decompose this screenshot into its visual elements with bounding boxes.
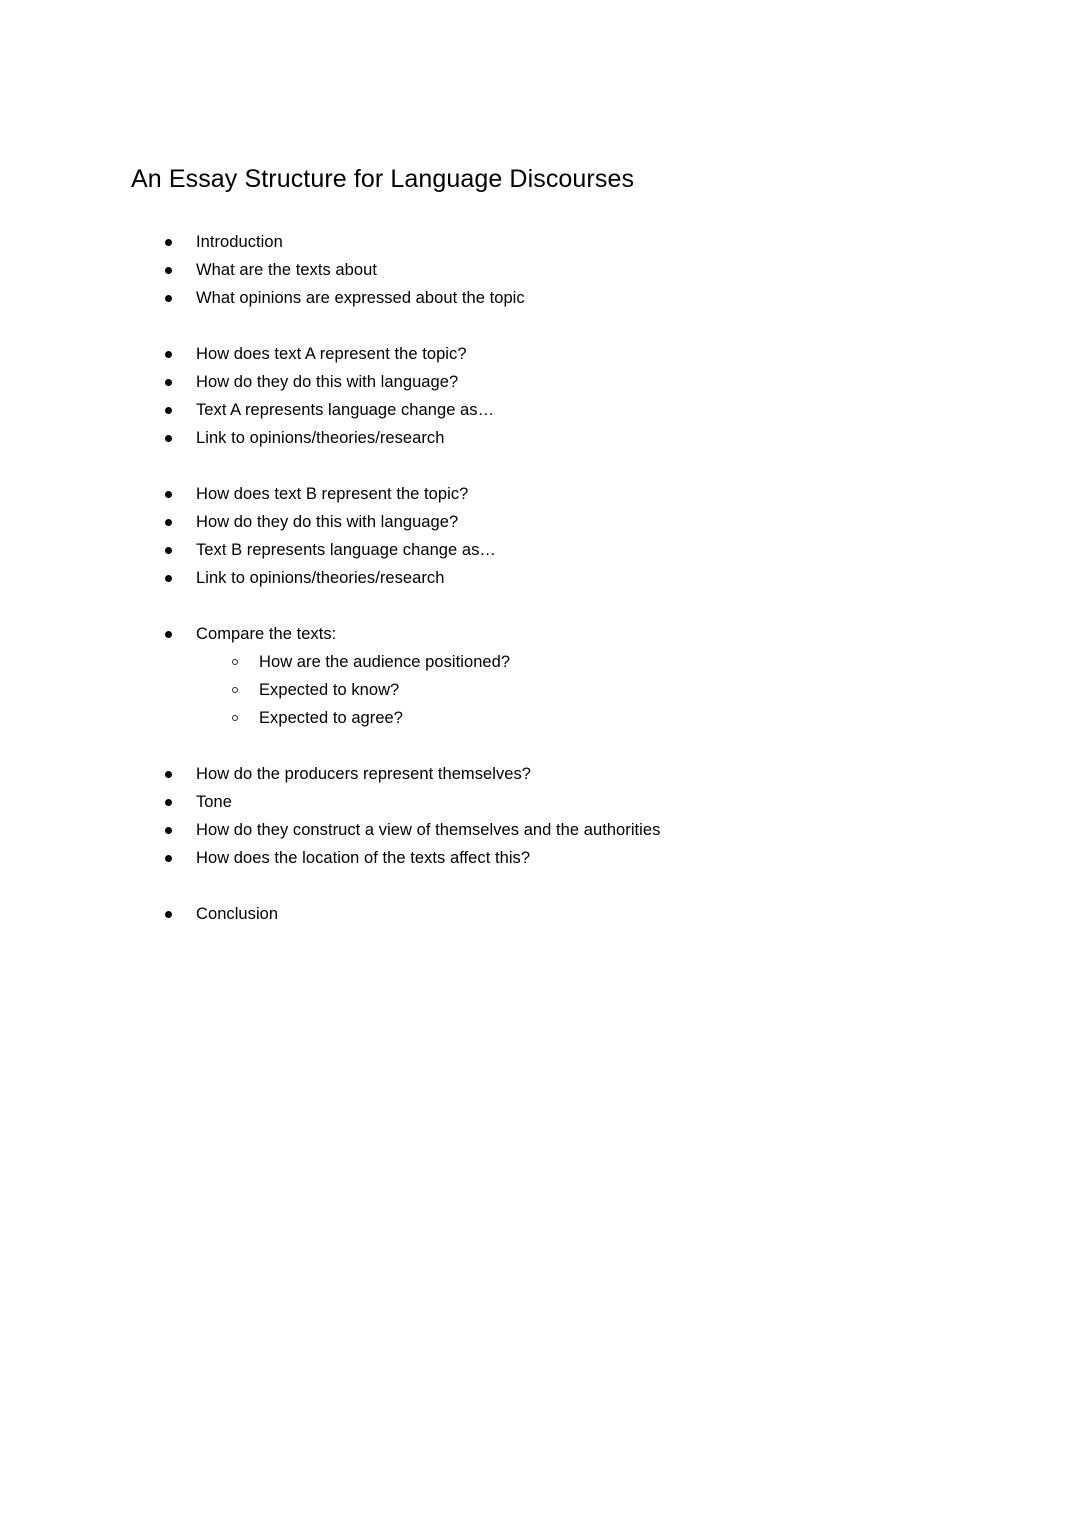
list-item-label: Text A represents language change as…: [196, 401, 495, 419]
group-spacer: [131, 592, 951, 620]
list-item: [131, 760, 951, 788]
bullet-disc-icon: [165, 547, 172, 554]
list-item-label: How do they do this with language?: [196, 513, 459, 531]
bullet-disc-icon: [165, 575, 172, 582]
bullet-disc-icon: [165, 631, 172, 638]
page-title: An Essay Structure for Language Discourses: [131, 165, 635, 193]
list-item: [131, 228, 951, 256]
sub-list-item: [131, 648, 951, 676]
list-item-label: Text B represents language change as…: [196, 541, 496, 559]
bullet-disc-icon: [165, 519, 172, 526]
bullet-disc-icon: [165, 379, 172, 386]
bullet-disc-icon: [165, 407, 172, 414]
outline-group-conclusion-group: [131, 900, 951, 928]
outline-group-text-a-group: [131, 340, 951, 452]
outline-list: [131, 228, 951, 928]
outline-group-compare-group: [131, 620, 951, 732]
list-item-label: Link to opinions/theories/research: [196, 569, 445, 587]
sub-list-item-label: Expected to know?: [259, 681, 400, 699]
list-item: [131, 368, 951, 396]
group-spacer: [131, 732, 951, 760]
group-spacer: [131, 452, 951, 480]
sub-list-item: [131, 704, 951, 732]
list-item: [131, 900, 951, 928]
list-item-label: Link to opinions/theories/research: [196, 429, 445, 447]
group-spacer: [131, 312, 951, 340]
bullet-disc-icon: [165, 295, 172, 302]
bullet-disc-icon: [165, 267, 172, 274]
list-item: [131, 480, 951, 508]
list-item: [131, 396, 951, 424]
list-item: [131, 256, 951, 284]
list-item-label: How do the producers represent themselves?: [196, 765, 532, 783]
bullet-disc-icon: [165, 799, 172, 806]
group-spacer: [131, 872, 951, 900]
list-item: [131, 340, 951, 368]
document-body: [131, 0, 951, 928]
list-item-label: Conclusion: [196, 905, 279, 923]
list-item: [131, 536, 951, 564]
list-item-label: What are the texts about: [196, 261, 377, 279]
list-item: [131, 424, 951, 452]
list-item: [131, 788, 951, 816]
outline-group-text-b-group: [131, 480, 951, 592]
bullet-disc-icon: [165, 351, 172, 358]
list-item-label: How does the location of the texts affect this?: [196, 849, 531, 867]
list-item-label: How does text B represent the topic?: [196, 485, 469, 503]
bullet-circle-icon: [232, 687, 238, 693]
bullet-disc-icon: [165, 491, 172, 498]
sub-list-item: [131, 676, 951, 704]
list-item: [131, 816, 951, 844]
list-item-label: Introduction: [196, 233, 283, 251]
list-item-label: How does text A represent the topic?: [196, 345, 467, 363]
sub-outline-list: [131, 648, 951, 732]
list-item: [131, 844, 951, 872]
bullet-disc-icon: [165, 771, 172, 778]
list-item: [131, 564, 951, 592]
bullet-disc-icon: [165, 855, 172, 862]
sub-list-item-label: How are the audience positioned?: [259, 653, 511, 671]
bullet-disc-icon: [165, 239, 172, 246]
list-item-label: How do they construct a view of themselves and the authorities: [196, 821, 661, 839]
list-item: [131, 620, 951, 648]
list-item: [131, 284, 951, 312]
list-item-label: What opinions are expressed about the topic: [196, 289, 525, 307]
bullet-circle-icon: [232, 659, 238, 665]
bullet-disc-icon: [165, 435, 172, 442]
bullet-disc-icon: [165, 827, 172, 834]
outline-group-producers-group: [131, 760, 951, 872]
outline-group-intro-group: [131, 228, 951, 312]
bullet-disc-icon: [165, 911, 172, 918]
list-item: [131, 508, 951, 536]
sub-list-item-label: Expected to agree?: [259, 709, 404, 727]
bullet-circle-icon: [232, 715, 238, 721]
list-item-label: Compare the texts:: [196, 625, 337, 643]
list-item-label: How do they do this with language?: [196, 373, 459, 391]
list-item-label: Tone: [196, 793, 232, 811]
